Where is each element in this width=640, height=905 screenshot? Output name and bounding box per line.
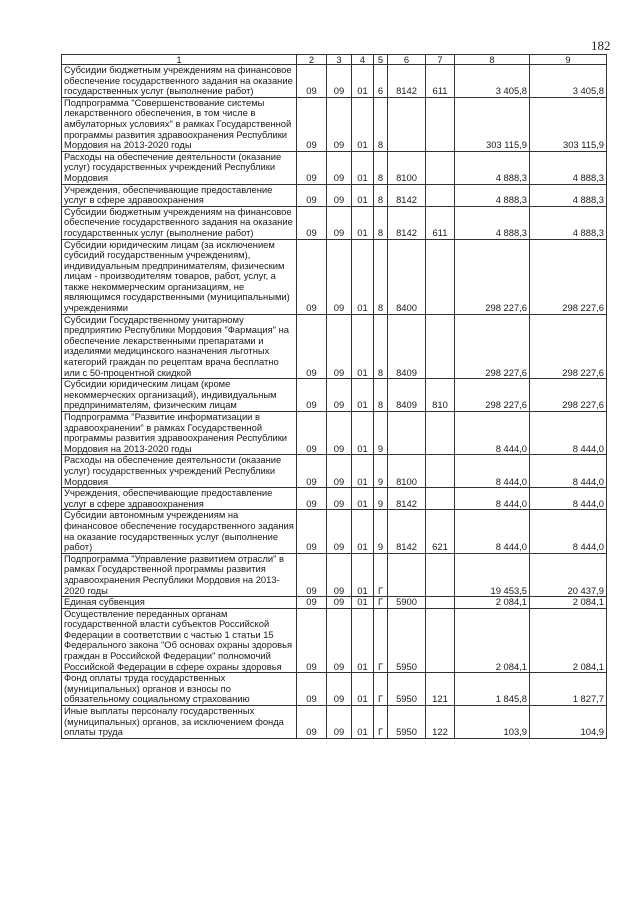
subprogram-cell: Г (374, 706, 388, 739)
column-header: 6 (388, 55, 426, 65)
amount-2015-cell: 8 444,0 (455, 455, 530, 488)
amount-2016-cell: 4 888,3 (530, 151, 607, 184)
subsection-cell: 09 (327, 379, 352, 412)
expense-type-cell (426, 488, 455, 510)
program-cell: 01 (352, 706, 374, 739)
row-name-cell: Расходы на обеспечение деятельности (оказание услуг) государственных учреждений Республики Мордовия (62, 151, 297, 184)
program-cell: 01 (352, 597, 374, 609)
expense-type-cell (426, 314, 455, 379)
subsection-cell: 09 (327, 608, 352, 673)
subprogram-cell: 9 (374, 488, 388, 510)
table-row (62, 206, 607, 239)
column-header: 4 (352, 55, 374, 65)
expense-item-cell: 8142 (388, 184, 426, 206)
amount-2015-cell: 4 888,3 (455, 206, 530, 239)
row-name-cell: Субсидии юридическим лицам (за исключением субсидий государственным учреждениям), индивидуальным предпринимателям, физическим лицам - производителям товаров, работ, услуг, а также некоммерческим организациям, не являющимся государственными (муниципальными) учреждениями (62, 239, 297, 314)
amount-2015-cell: 4 888,3 (455, 151, 530, 184)
table-row (62, 488, 607, 510)
section-cell: 09 (297, 412, 327, 455)
subprogram-cell: 8 (374, 184, 388, 206)
row-name-cell: Подпрограмма "Развитие информатизации в здравоохранении" в рамках Государственной программы развития здравоохранения Республики Мордовия на 2013-2020 годы (62, 412, 297, 455)
expense-item-cell: 8409 (388, 379, 426, 412)
subsection-cell: 09 (327, 206, 352, 239)
subsection-cell: 09 (327, 65, 352, 98)
table-row (62, 553, 607, 596)
expense-item-cell: 5900 (388, 597, 426, 609)
expense-type-cell (426, 184, 455, 206)
amount-2016-cell: 2 084,1 (530, 597, 607, 609)
program-cell: 01 (352, 455, 374, 488)
budget-table (61, 54, 607, 739)
expense-type-cell: 611 (426, 65, 455, 98)
amount-2015-cell: 19 453,5 (455, 553, 530, 596)
amount-2016-cell: 298 227,6 (530, 379, 607, 412)
amount-2015-cell: 8 444,0 (455, 488, 530, 510)
table-row (62, 455, 607, 488)
subprogram-cell: 8 (374, 239, 388, 314)
row-name-cell: Субсидии автономным учреждениям на финансовое обеспечение государственного задания на оказание государственных услуг (выполнение работ) (62, 510, 297, 553)
subprogram-cell: Г (374, 553, 388, 596)
section-cell: 09 (297, 455, 327, 488)
table-row (62, 239, 607, 314)
section-cell: 09 (297, 314, 327, 379)
expense-item-cell (388, 97, 426, 151)
section-cell: 09 (297, 379, 327, 412)
subprogram-cell: 6 (374, 65, 388, 98)
expense-item-cell: 8409 (388, 314, 426, 379)
program-cell: 01 (352, 151, 374, 184)
program-cell: 01 (352, 314, 374, 379)
expense-item-cell: 8100 (388, 151, 426, 184)
subsection-cell: 09 (327, 455, 352, 488)
table-row (62, 97, 607, 151)
amount-2015-cell: 3 405,8 (455, 65, 530, 98)
page-number: 182 (591, 38, 611, 53)
amount-2016-cell: 8 444,0 (530, 412, 607, 455)
row-name-cell: Подпрограмма "Управление развитием отрасли" в рамках Государственной программы развития здравоохранения Республики Мордовия на 2013-2020 годы (62, 553, 297, 596)
program-cell: 01 (352, 553, 374, 596)
section-cell: 09 (297, 706, 327, 739)
program-cell: 01 (352, 379, 374, 412)
expense-item-cell (388, 412, 426, 455)
amount-2015-cell: 298 227,6 (455, 379, 530, 412)
section-cell: 09 (297, 510, 327, 553)
amount-2015-cell: 2 084,1 (455, 608, 530, 673)
subsection-cell: 09 (327, 706, 352, 739)
section-cell: 09 (297, 239, 327, 314)
program-cell: 01 (352, 510, 374, 553)
expense-type-cell (426, 608, 455, 673)
amount-2016-cell: 303 115,9 (530, 97, 607, 151)
row-name-cell: Субсидии бюджетным учреждениям на финансовое обеспечение государственного задания на оказание государственных услуг (выполнение работ) (62, 65, 297, 98)
subprogram-cell: Г (374, 597, 388, 609)
subsection-cell: 09 (327, 673, 352, 706)
section-cell: 09 (297, 151, 327, 184)
row-name-cell: Учреждения, обеспечивающие предоставление услуг в сфере здравоохранения (62, 184, 297, 206)
section-cell: 09 (297, 184, 327, 206)
section-cell: 09 (297, 97, 327, 151)
program-cell: 01 (352, 239, 374, 314)
subsection-cell: 09 (327, 97, 352, 151)
column-header: 8 (455, 55, 530, 65)
amount-2015-cell: 298 227,6 (455, 239, 530, 314)
amount-2016-cell: 4 888,3 (530, 206, 607, 239)
column-header: 3 (327, 55, 352, 65)
section-cell: 09 (297, 608, 327, 673)
row-name-cell: Расходы на обеспечение деятельности (оказание услуг) государственных учреждений Республики Мордовия (62, 455, 297, 488)
row-name-cell: Субсидии юридическим лицам (кроме некоммерческих организаций), индивидуальным предпринимателям, физическим лицам (62, 379, 297, 412)
expense-type-cell (426, 97, 455, 151)
column-header: 5 (374, 55, 388, 65)
expense-type-cell (426, 412, 455, 455)
section-cell: 09 (297, 553, 327, 596)
amount-2016-cell: 298 227,6 (530, 239, 607, 314)
expense-item-cell: 8400 (388, 239, 426, 314)
column-header: 9 (530, 55, 607, 65)
column-header: 7 (426, 55, 455, 65)
amount-2016-cell: 8 444,0 (530, 488, 607, 510)
subprogram-cell: Г (374, 673, 388, 706)
row-name-cell: Фонд оплаты труда государственных (муниципальных) органов и взносы по обязательному социальному страхованию (62, 673, 297, 706)
amount-2016-cell: 4 888,3 (530, 184, 607, 206)
expense-item-cell: 5950 (388, 706, 426, 739)
amount-2016-cell: 2 084,1 (530, 608, 607, 673)
amount-2015-cell: 4 888,3 (455, 184, 530, 206)
table-row (62, 184, 607, 206)
subprogram-cell: 8 (374, 97, 388, 151)
subprogram-cell: 8 (374, 206, 388, 239)
amount-2015-cell: 2 084,1 (455, 597, 530, 609)
expense-item-cell: 8142 (388, 206, 426, 239)
amount-2015-cell: 298 227,6 (455, 314, 530, 379)
expense-type-cell (426, 597, 455, 609)
table-row (62, 673, 607, 706)
expense-type-cell: 621 (426, 510, 455, 553)
table-header-row (62, 55, 607, 65)
subsection-cell: 09 (327, 488, 352, 510)
expense-type-cell: 122 (426, 706, 455, 739)
table-row (62, 314, 607, 379)
subsection-cell: 09 (327, 239, 352, 314)
table-row (62, 379, 607, 412)
subsection-cell: 09 (327, 314, 352, 379)
amount-2016-cell: 1 827,7 (530, 673, 607, 706)
amount-2015-cell: 1 845,8 (455, 673, 530, 706)
amount-2016-cell: 298 227,6 (530, 314, 607, 379)
subprogram-cell: 8 (374, 379, 388, 412)
subprogram-cell: 8 (374, 151, 388, 184)
program-cell: 01 (352, 206, 374, 239)
expense-type-cell: 810 (426, 379, 455, 412)
amount-2016-cell: 20 437,9 (530, 553, 607, 596)
amount-2015-cell: 303 115,9 (455, 97, 530, 151)
table-row (62, 706, 607, 739)
subsection-cell: 09 (327, 151, 352, 184)
subprogram-cell: 9 (374, 412, 388, 455)
expense-item-cell: 8100 (388, 455, 426, 488)
amount-2016-cell: 104,9 (530, 706, 607, 739)
expense-type-cell: 121 (426, 673, 455, 706)
row-name-cell: Субсидии Государственному унитарному предприятию Республики Мордовия "Фармация" на обеспечение лекарственными препаратами и изделиями медицинского назначения льготных категорий граждан по рецептам врача бесплатно или с 50-процентной скидкой (62, 314, 297, 379)
program-cell: 01 (352, 412, 374, 455)
row-name-cell: Учреждения, обеспечивающие предоставление услуг в сфере здравоохранения (62, 488, 297, 510)
amount-2015-cell: 8 444,0 (455, 412, 530, 455)
table-row (62, 65, 607, 98)
expense-type-cell: 611 (426, 206, 455, 239)
expense-type-cell (426, 455, 455, 488)
row-name-cell: Единая субвенция (62, 597, 297, 609)
subprogram-cell: Г (374, 608, 388, 673)
section-cell: 09 (297, 65, 327, 98)
expense-item-cell: 5950 (388, 673, 426, 706)
subprogram-cell: 9 (374, 455, 388, 488)
subprogram-cell: 8 (374, 314, 388, 379)
expense-item-cell (388, 553, 426, 596)
program-cell: 01 (352, 184, 374, 206)
expense-item-cell: 8142 (388, 488, 426, 510)
expense-item-cell: 5950 (388, 608, 426, 673)
table-row (62, 151, 607, 184)
program-cell: 01 (352, 673, 374, 706)
section-cell: 09 (297, 597, 327, 609)
program-cell: 01 (352, 97, 374, 151)
expense-item-cell: 8142 (388, 510, 426, 553)
table-row (62, 412, 607, 455)
amount-2015-cell: 8 444,0 (455, 510, 530, 553)
expense-type-cell (426, 239, 455, 314)
section-cell: 09 (297, 673, 327, 706)
section-cell: 09 (297, 206, 327, 239)
column-header: 2 (297, 55, 327, 65)
program-cell: 01 (352, 488, 374, 510)
subsection-cell: 09 (327, 510, 352, 553)
subsection-cell: 09 (327, 184, 352, 206)
row-name-cell: Субсидии бюджетным учреждениям на финансовое обеспечение государственного задания на оказание государственных услуг (выполнение работ) (62, 206, 297, 239)
subsection-cell: 09 (327, 553, 352, 596)
section-cell: 09 (297, 488, 327, 510)
subsection-cell: 09 (327, 597, 352, 609)
program-cell: 01 (352, 608, 374, 673)
subsection-cell: 09 (327, 412, 352, 455)
table-row (62, 608, 607, 673)
amount-2016-cell: 8 444,0 (530, 510, 607, 553)
expense-item-cell: 8142 (388, 65, 426, 98)
amount-2016-cell: 8 444,0 (530, 455, 607, 488)
table-row (62, 597, 607, 609)
amount-2016-cell: 3 405,8 (530, 65, 607, 98)
row-name-cell: Подпрограмма "Совершенствование системы лекарственного обеспечения, в том числе в амбулаторных условиях" в рамках Государственной программы развития здравоохранения Республики Мордовия на 2013-2020 годы (62, 97, 297, 151)
expense-type-cell (426, 553, 455, 596)
column-header: 1 (62, 55, 297, 65)
subprogram-cell: 9 (374, 510, 388, 553)
row-name-cell: Осуществление переданных органам государственной власти субъектов Российской Федерации в соответствии с частью 1 статьи 15 Федерального закона "Об основах охраны здоровья граждан в Российской Федерации" полномочий Российской Федерации в сфере охраны здоровья (62, 608, 297, 673)
row-name-cell: Иные выплаты персоналу государственных (муниципальных) органов, за исключением фонда оплаты труда (62, 706, 297, 739)
table-row (62, 510, 607, 553)
expense-type-cell (426, 151, 455, 184)
program-cell: 01 (352, 65, 374, 98)
amount-2015-cell: 103,9 (455, 706, 530, 739)
